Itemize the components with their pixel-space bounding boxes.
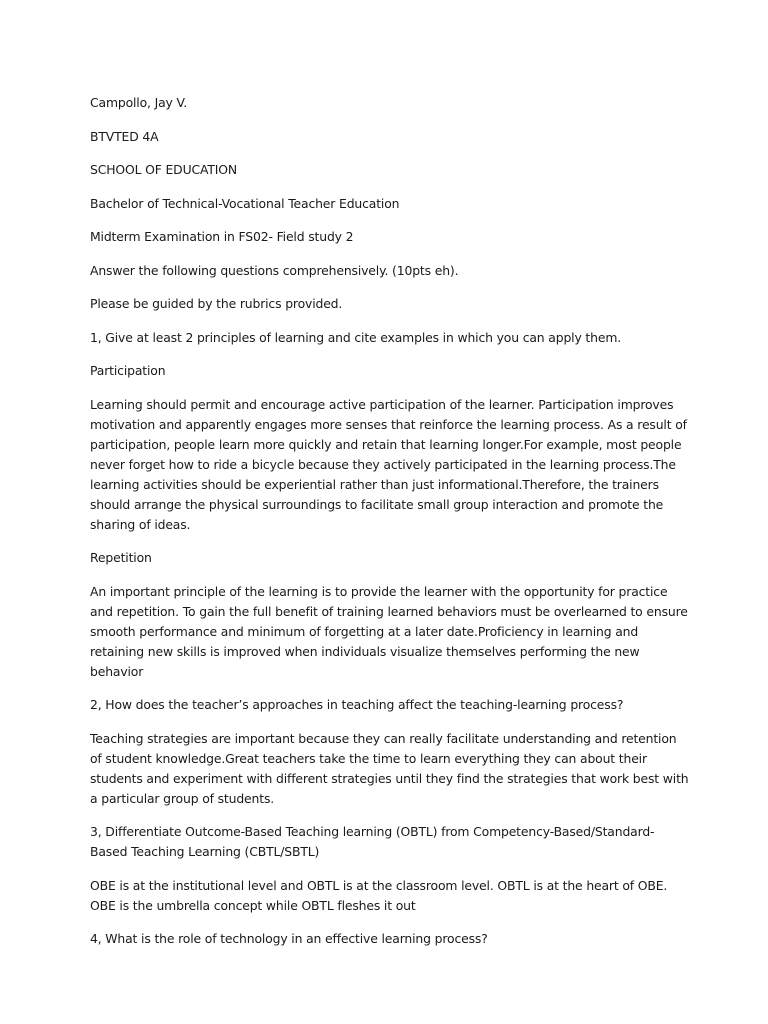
- document-body: [90, 93, 690, 963]
- answer-3-paragraph: OBE is at the institutional level and OBTL is at the classroom level. OBTL is at the heart of OBE. OBE is the umbrella concept while OBTL fleshes it out: [90, 877, 668, 913]
- exam-title: Midterm Examination in FS02- Field study 2: [90, 229, 354, 244]
- question-4: 4, What is the role of technology in an effective learning process?: [90, 931, 488, 946]
- repetition-paragraph: An important principle of the learning is to provide the learner with the opportunity for practice and repetition. To gain the full benefit of training learned behaviors must be overlearned to ensure smooth performance and minimum of forgetting at a later date.Proficiency in learning and retaining new skills is improved when individuals visualize themselves performing the new behavior: [90, 583, 688, 679]
- student-name: Campollo, Jay V.: [90, 95, 188, 110]
- instruction-line-2: Please be guided by the rubrics provided.: [90, 296, 343, 311]
- program-name: Bachelor of Technical-Vocational Teacher Education: [90, 195, 400, 211]
- question-3: 3, Differentiate Outcome-Based Teaching learning (OBTL) from Competency-Based/Standard-Based Teaching Learning (CBTL/SBTL): [90, 824, 655, 859]
- instruction-line-1: Answer the following questions comprehensively. (10pts eh).: [90, 262, 459, 278]
- student-section: BTVTED 4A: [90, 128, 159, 144]
- heading-repetition: Repetition: [90, 550, 152, 565]
- question-1: 1, Give at least 2 principles of learning and cite examples in which you can apply them.: [90, 329, 622, 345]
- question-2: 2, How does the teacher’s approaches in teaching affect the teaching-learning process?: [90, 697, 624, 712]
- heading-participation: Participation: [90, 363, 166, 378]
- school-name: SCHOOL OF EDUCATION: [90, 162, 237, 177]
- answer-2-paragraph: Teaching strategies are important because they can really facilitate understanding and retention of student knowledge.Great teachers take the time to learn everything they can about their students and experiment with different strategies until they find the strategies that work best with a particular group of students.: [90, 730, 689, 806]
- participation-paragraph: Learning should permit and encourage active participation of the learner. Participation improves motivation and apparently engages more senses that reinforce the learning process. As a result of participation, people learn more quickly and retain that learning longer.For example, most people never forget how to ride a bicycle because they actively participated in the learning process.The learning activities should be experiential rather than just informational.Therefore, the trainers should arrange the physical surroundings to facilitate small group interaction and promote the sharing of ideas.: [90, 396, 687, 532]
